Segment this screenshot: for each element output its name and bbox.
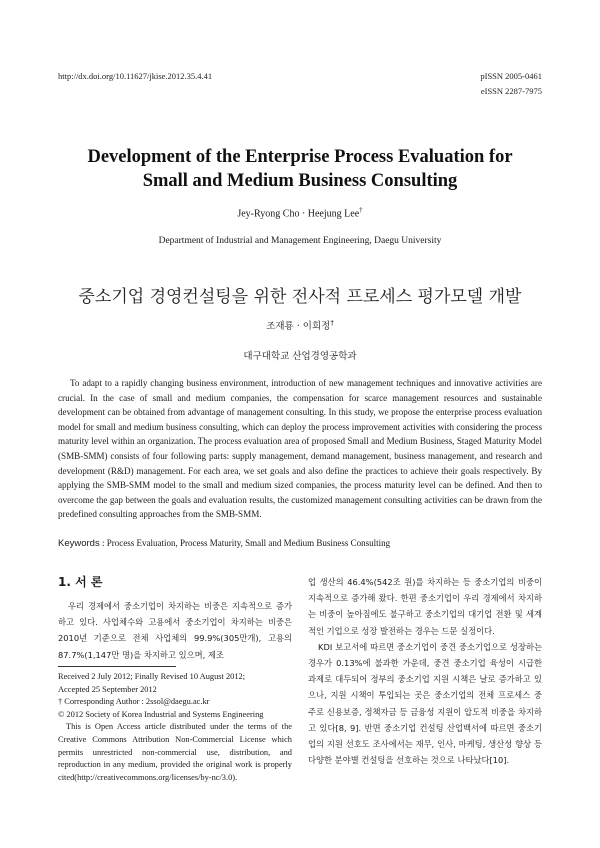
- eissn: eISSN 2287-7975: [480, 86, 542, 96]
- footnotes: [58, 671, 292, 784]
- corresponding-mark-ko: †: [330, 318, 334, 327]
- right-column-body: [308, 574, 542, 768]
- keywords-value: : Process Evaluation, Process Maturity, Small and Medium Business Consulting: [101, 538, 391, 548]
- section-heading-introduction: 1. 서 론: [58, 575, 103, 589]
- keywords: [58, 538, 542, 549]
- corresponding-mark: †: [359, 206, 363, 214]
- accepted-date: Accepted 25 September 2012: [58, 684, 157, 694]
- intro-paragraph-1: 우리 경제에서 중소기업이 차지하는 비중은 지속적으로 증가하고 있다. 사업체수와 고용에서 중소기업이 차지하는 비중은 2010년 기준으로 전체 사업체의 99.9%(305만개), 고용의 87.7%(1,147만 명)을 차지하고 있으며, 제조: [58, 601, 292, 660]
- affiliation-en: Department of Industrial and Management Engineering, Daegu University: [158, 236, 442, 246]
- paper-title-en-line2: Small and Medium Business Consulting: [142, 171, 458, 191]
- authors-ko-names: 조재룡 · 이희정: [266, 321, 331, 332]
- authors-ko: [0, 318, 600, 332]
- affiliation-ko: 대구대학교 산업경영공학과: [243, 351, 357, 362]
- pissn: pISSN 2005-0461: [480, 71, 542, 81]
- paper-title-ko: 중소기업 경영컨설팅을 위한 전사적 프로세스 평가모델 개발: [78, 287, 522, 307]
- keywords-label: Keywords: [58, 538, 100, 549]
- authors-en-names: Jey-Ryong Cho · Heejung Lee: [237, 208, 360, 220]
- received-dates: Received 2 July 2012; Finally Revised 10 August 2012;: [58, 672, 246, 681]
- abstract-text: To adapt to a rapidly changing business environment, introduction of new management techniques and innovative activities are crucial. In the case of small and medium companies, the compensation for scarce management resources and sustainable development can be obtained from advantage of management consulting. In this study, we propose the enterprise process evaluation model for small and medium business consulting, which can deploy the process improvement activities with considering the process maturity level within an organization. The process evaluation area of proposed Small and Medium Business, Staged Maturity Model (SMB-SMM) consists of four following parts: supply management, demand management, business management, and research and development (R&D) management. For each area, we set goals and also define the practices to achieve their goals respectively. By applying the SMB-SMM model to the small and medium sized companies, the process maturity level can be defined. And then to overcome the gap between the goals and evaluation results, the customized management consulting activities can be drawn from the predefined consulting approaches from the SMB-SMM.: [58, 378, 542, 520]
- corresponding-author: † Corresponding Author : 2ssol@daegu.ac.kr: [58, 697, 210, 707]
- footnote-divider: [58, 666, 176, 667]
- abstract: [58, 376, 542, 522]
- authors-en: [0, 206, 600, 219]
- intro-paragraph-1-cont: 업 생산의 46.4%(542조 원)를 차지하는 등 중소기업의 비중이 지속적으로 증가해 왔다. 한편 중소기업이 우리 경제에서 차지하는 비중이 높아짐에도 불구하고 중소기업의 대기업 전환 및 세계적인 기업으로 성장 발전하는 경우는 드문 실정이다.: [308, 577, 542, 636]
- paper-title-en-line1: Development of the Enterprise Process Evaluation for: [87, 147, 513, 167]
- left-column-body: [58, 598, 292, 663]
- copyright-notice: © 2012 Society of Korea Industrial and Systems Engineering: [58, 709, 264, 719]
- intro-paragraph-2: KDI 보고서에 따르면 중소기업이 중견 중소기업으로 성장하는 경우가 0.13%에 불과한 가운데, 중견 중소기업 육성이 시급한 과제로 대두되어 정부의 중소기업 지원 시책은 날로 증가하고 있으나, 지원 시책이 투입되는 곳은 중소기업의 전체 프로세스 중 주로 신용보증, 정책자금 등 금융성 지원이 압도적 비중을 차지하고 있다[8, 9]. 반면 중소기업 컨설팅 산업백서에 따르면 중소기업의 지원 선호도 조사에서는 재무, 인사, 마케팅, 생산성 향상 등 다양한 분야별 컨설팅을 선호하는 것으로 나타났다[10].: [308, 641, 542, 766]
- license-notice: This is Open Access article distributed under the terms of the Creative Commons Attribution Non-Commercial License which permits unrestricted non-commercial use, distribution, and reproduction in any medium, provided the original work is properly cited(http://creativecommons.org/licenses/by-nc/3.0).: [58, 722, 292, 782]
- doi-link[interactable]: http://dx.doi.org/10.11627/jkise.2012.35.4.41: [58, 71, 213, 81]
